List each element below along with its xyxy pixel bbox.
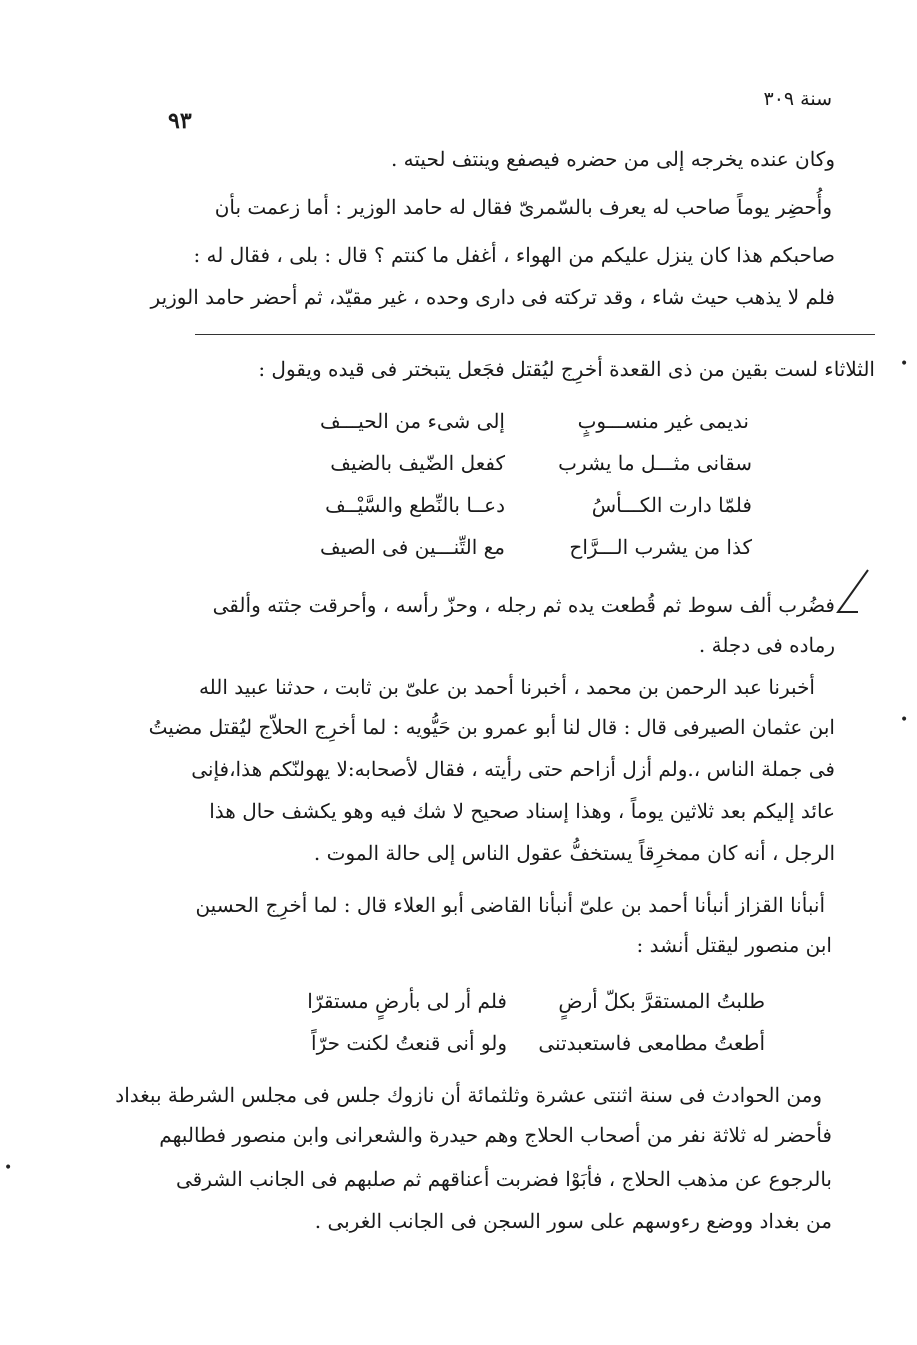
text-line: وكان عنده يخرجه إلى من حضره فيصفع وينتف لحيته .: [390, 147, 835, 171]
verse-hemistich-right: طلبتُ المستقرَّ بكلّ أرضٍ: [558, 989, 765, 1013]
margin-dot: •: [900, 356, 909, 372]
text-line: فى جملة الناس ،.ولم أزل أزاحم حتى رأيته ، فقال لأصحابه:لا يهولنّكم هذا،فإنى: [191, 757, 835, 781]
margin-mark: [832, 568, 872, 620]
text-line: فأحضر له ثلاثة نفر من أصحاب الحلاج وهم حيدرة والشعرانى وابن منصور فطالبهم: [159, 1123, 832, 1147]
text-line: الثلاثاء لست بقين من ذى القعدة أخرِج ليُقتل فجَعل يتبختر فى قيده ويقول :: [258, 357, 875, 381]
text-line: ومن الحوادث فى سنة اثنتى عشرة وثلثمائة أن نازوك جلس فى مجلس الشرطة ببغداد: [115, 1083, 822, 1107]
text-line: عائد إليكم بعد ثلاثين يوماً ، وهذا إسناد صحيح لا شك فيه وهو يكشف حال هذا: [209, 799, 835, 823]
text-line: من بغداد ووضع رءوسهم على سور السجن فى الجانب الغربى .: [314, 1209, 832, 1233]
verse-hemistich-right: فلمّا دارت الكـــأسُ: [591, 493, 752, 517]
verse-hemistich-left: دعــا بالنِّطع والسَّيْــف: [325, 493, 505, 517]
text-line: الرجل ، أنه كان ممخرِقاً يستخفُّ عقول الناس إلى حالة الموت .: [313, 841, 835, 865]
text-line: وأُحضِر يوماً صاحب له يعرف بالسّمرىّ فقال له حامد الوزير : أما زعمت بأن: [214, 195, 832, 219]
verse-hemistich-left: كفعل الضّيف بالضيف: [330, 451, 505, 475]
text-line: ابن عثمان الصيرفى قال : قال لنا أبو عمرو بن حَيُّويه : لما أخرِج الحلاّج ليُقتل مضيتُ: [148, 715, 835, 739]
text-line: أنبأنا القزاز أنبأنا أحمد بن علىّ أنبأنا القاضى أبو العلاء قال : لما أخرِج الحسين: [195, 893, 825, 917]
verse-hemistich-left: ولو أنى قنعتُ لكنت حرّاً: [311, 1031, 507, 1055]
text-line: رماده فى دجلة .: [698, 633, 835, 657]
text-line: فضُرب ألف سوط ثم قُطعت يده ثم رجله ، وحزّ رأسه ، وأحرقت جثته وألقى: [212, 593, 835, 617]
page-number: ٩٣: [168, 108, 192, 134]
verse-hemistich-right: أطعتُ مطامعى فاستعبدتنى: [538, 1031, 765, 1055]
verse-hemistich-right: سقانى مثـــل ما يشرب: [558, 451, 752, 475]
text-line: صاحبكم هذا كان ينزل عليكم من الهواء ، أغفل ما كنتم ؟ قال : بلى ، فقال له :: [193, 243, 835, 267]
text-line: بالرجوع عن مذهب الحلاج ، فأبَوْا فضربت أعناقهم ثم صلبهم فى الجانب الشرقى: [176, 1167, 832, 1191]
text-line: ابن منصور ليقتل أنشد :: [636, 933, 832, 957]
running-head-year: سنة ٣٠٩: [763, 88, 832, 110]
verse-hemistich-left: إلى شىء من الحيـــف: [319, 409, 505, 433]
verse-hemistich-right: كذا من يشرب الـــرَّاح: [569, 535, 752, 559]
text-line: أخبرنا عبد الرحمن بن محمد ، أخبرنا أحمد بن علىّ بن ثابت ، حدثنا عبيد الله: [198, 675, 815, 699]
section-divider: [195, 334, 875, 335]
verse-hemistich-left: مع التِّنـــين فى الصيف: [320, 535, 505, 559]
margin-dot: •: [900, 712, 909, 728]
verse-hemistich-left: فلم أر لى بأرضٍ مستقرّا: [307, 989, 507, 1013]
verse-hemistich-right: نديمى غير منســـوبٍ: [577, 409, 749, 433]
text-line: فلم لا يذهب حيث شاء ، وقد تركته فى دارى وحده ، غير مقيّد، ثم أحضر حامد الوزير: [150, 285, 835, 309]
margin-dot: •: [4, 1160, 13, 1176]
